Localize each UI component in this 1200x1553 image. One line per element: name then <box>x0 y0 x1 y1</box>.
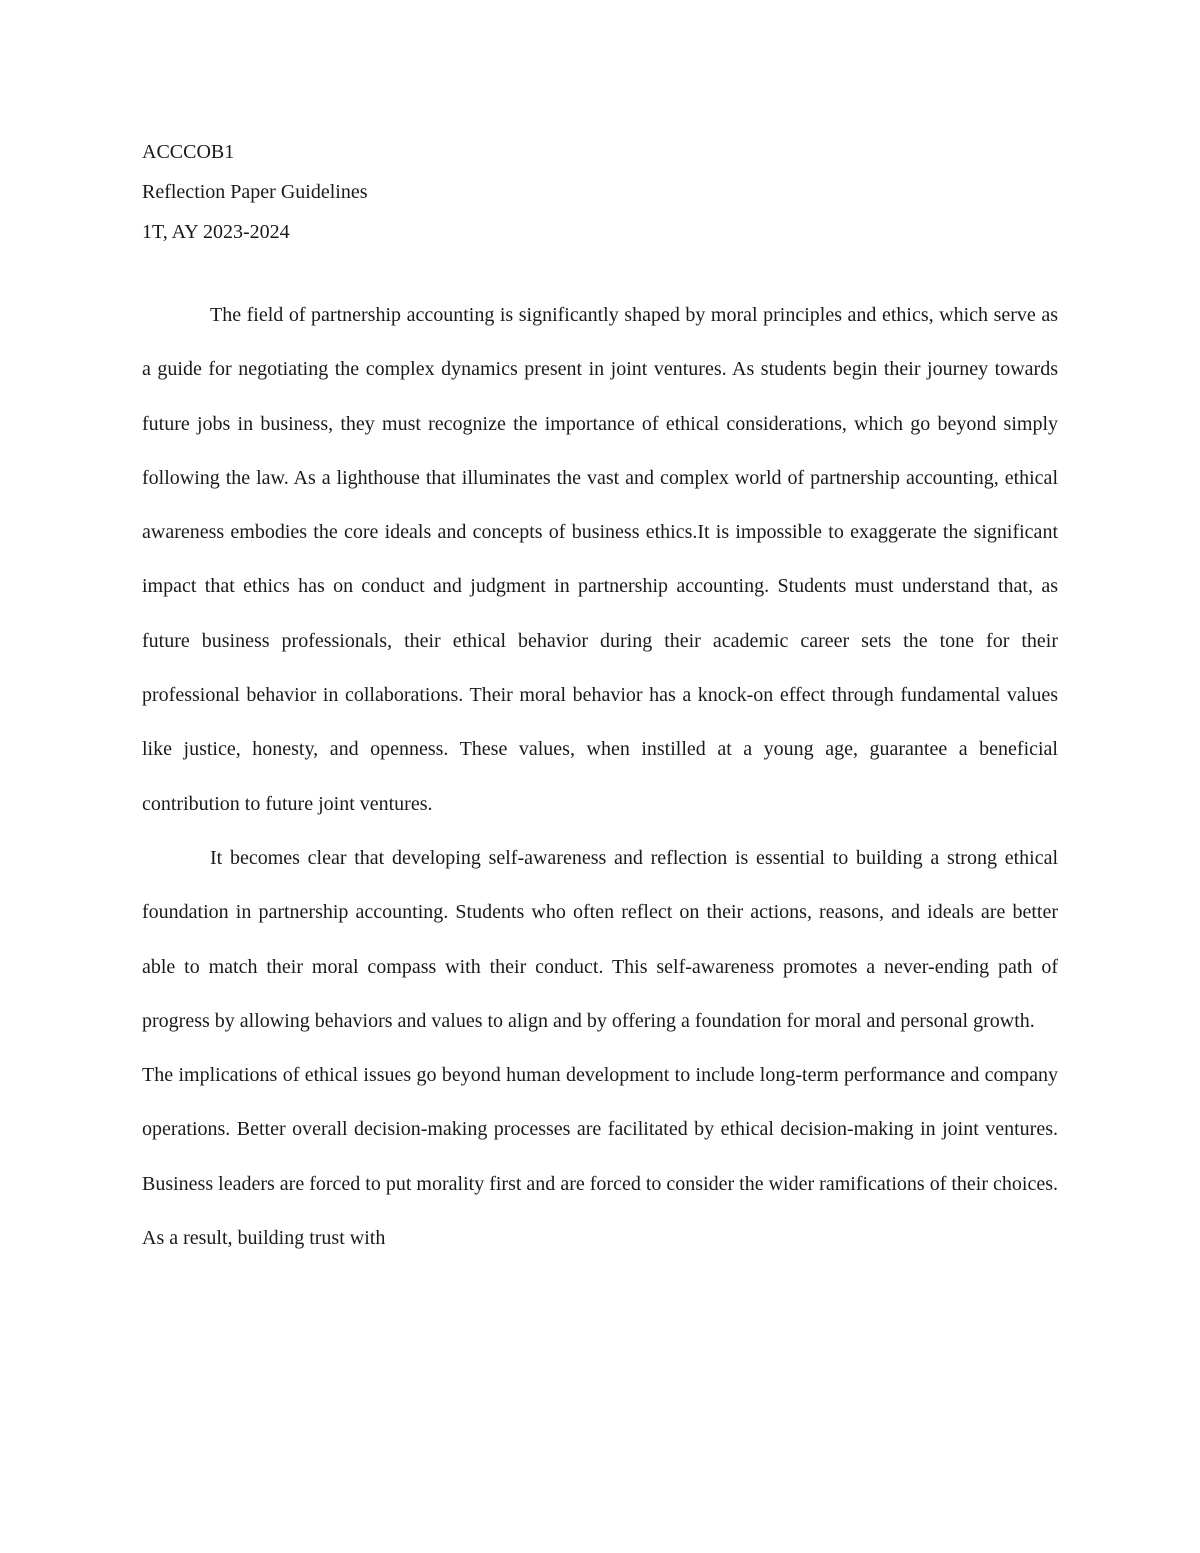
paragraph-2: It becomes clear that developing self-awareness and reflection is essential to building a strong ethical foundation in partnership accounting. Students who often reflect on their actions, reasons, and ideals are better able to match their moral compass with their conduct. This self-awareness promotes a never-ending path of progress by allowing behaviors and values to align and by offering a foundation for moral and personal growth. <box>142 846 1058 1032</box>
paragraph-1: The field of partnership accounting is significantly shaped by moral principles and ethics, which serve as a guide for negotiating the complex dynamics present in joint ventures. As students begin their journey towards future jobs in business, they must recognize the importance of ethical considerations, which go beyond simply following the law. As a lighthouse that illuminates the vast and complex world of partnership accounting, ethical awareness embodies the core ideals and concepts of business ethics.It is impossible to exaggerate the significant impact that ethics has on conduct and judgment in partnership accounting. Students must understand that, as future business professionals, their ethical behavior during their academic career sets the tone for their professional behavior in collaborations. Their moral behavior has a knock-on effect through fundamental values like justice, honesty, and openness. These values, when instilled at a young age, guarantee a beneficial contribution to future joint ventures. <box>142 304 1058 815</box>
academic-term: 1T, AY 2023-2024 <box>142 221 290 243</box>
course-code: ACCCOB1 <box>142 141 235 163</box>
paragraph-3: The implications of ethical issues go beyond human development to include long-term performance and company operations. Better overall decision-making processes are facilitated by ethical decision-making in joint ventures. Business leaders are forced to put morality first and are forced to consider the wider ramifications of their choices. As a result, building trust with <box>142 1064 1058 1250</box>
document-content <box>142 140 1058 1265</box>
document-title: Reflection Paper Guidelines <box>142 181 368 203</box>
